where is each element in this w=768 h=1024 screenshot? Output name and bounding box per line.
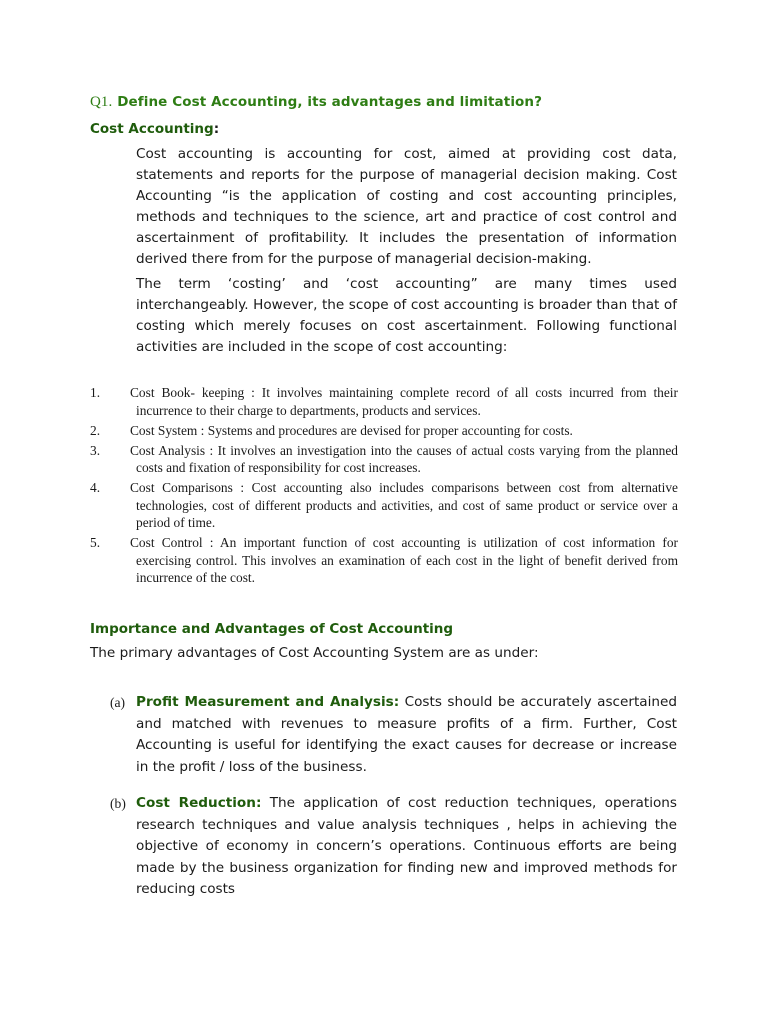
list-item-number: 5.	[90, 535, 101, 550]
list-item	[90, 422, 678, 440]
advantage-item	[110, 793, 677, 901]
definition-paragraph: Cost accounting is accounting for cost, aimed at providing cost data, statements and reports for the purpose of managerial decision making. Cost Accounting “is the application of costing and cost accounting principles, methods and techniques to the science, art and practice of cost control and ascertainment of profitability. It includes the presentation of information derived there from for the purpose of managerial decision-making.	[136, 146, 677, 267]
list-item-number: 1.	[90, 385, 101, 400]
list-item	[90, 384, 678, 419]
advantages-intro: The primary advantages of Cost Accounting System are as under:	[90, 645, 539, 661]
list-item-text: Cost Book- keeping : It involves maintaining complete record of all costs incurred from their incurrence to their charge to departments, products and services.	[130, 385, 678, 418]
advantage-body	[110, 692, 677, 778]
advantage-marker: (b)	[110, 796, 126, 811]
functions-list	[90, 384, 678, 589]
section-heading-text: Cost Accounting	[90, 121, 214, 137]
list-item-number: 4.	[90, 480, 101, 495]
list-item-text: Cost Analysis : It involves an investigation into the causes of actual costs varying from the planned costs and fixation of responsibility for cost increases.	[130, 442, 678, 475]
question-text: Define Cost Accounting, its advantages and limitation?	[117, 94, 543, 110]
advantage-title: Cost Reduction:	[136, 795, 262, 811]
list-item	[90, 442, 678, 477]
question-number: Q1.	[90, 94, 113, 110]
list-item-text: Cost System : Systems and procedures are devised for proper accounting for costs.	[130, 422, 573, 438]
scope-paragraph: The term ‘costing’ and ‘cost accounting” are many times used interchangeably. However, the scope of cost accounting is broader than that of costing which merely focuses on cost ascertainment. Following functional activities are included in the scope of cost accounting:	[136, 276, 677, 355]
list-item-number: 3.	[90, 442, 101, 458]
section-heading-importance: Importance and Advantages of Cost Accounting	[90, 621, 454, 637]
advantage-title: Profit Measurement and Analysis:	[136, 694, 400, 710]
list-item-number: 2.	[90, 422, 101, 438]
list-item	[90, 479, 678, 532]
advantage-marker: (a)	[110, 695, 126, 710]
advantage-body	[110, 793, 677, 901]
section-heading-cost-accounting	[90, 121, 219, 137]
advantage-text: The application of cost reduction techniques, operations research techniques and value analysis techniques , helps in achieving the objective of economy in concern’s operations. Continuous efforts are being made by the business organization for finding new and improved methods for reducing costs	[136, 795, 677, 897]
list-item	[90, 534, 678, 587]
advantage-text: Costs should be accurately ascertained and matched with revenues to measure profits of a firm. Further, Cost Accounting is useful for identifying the exact causes for decrease or increase in the profit / loss of the business.	[136, 694, 678, 775]
advantage-item	[110, 692, 677, 778]
list-item-text: Cost Control : An important function of cost accounting is utilization of cost information for exercising control. This involves an examination of each cost in the light of benefit derived from incurrence of the cost.	[130, 535, 678, 585]
question-heading	[90, 94, 542, 111]
list-item-text: Cost Comparisons : Cost accounting also includes comparisons between cost from alternative technologies, cost of different products and activities, and cost of same product or service over a period of time.	[130, 480, 678, 530]
section-heading-colon: :	[213, 121, 220, 137]
